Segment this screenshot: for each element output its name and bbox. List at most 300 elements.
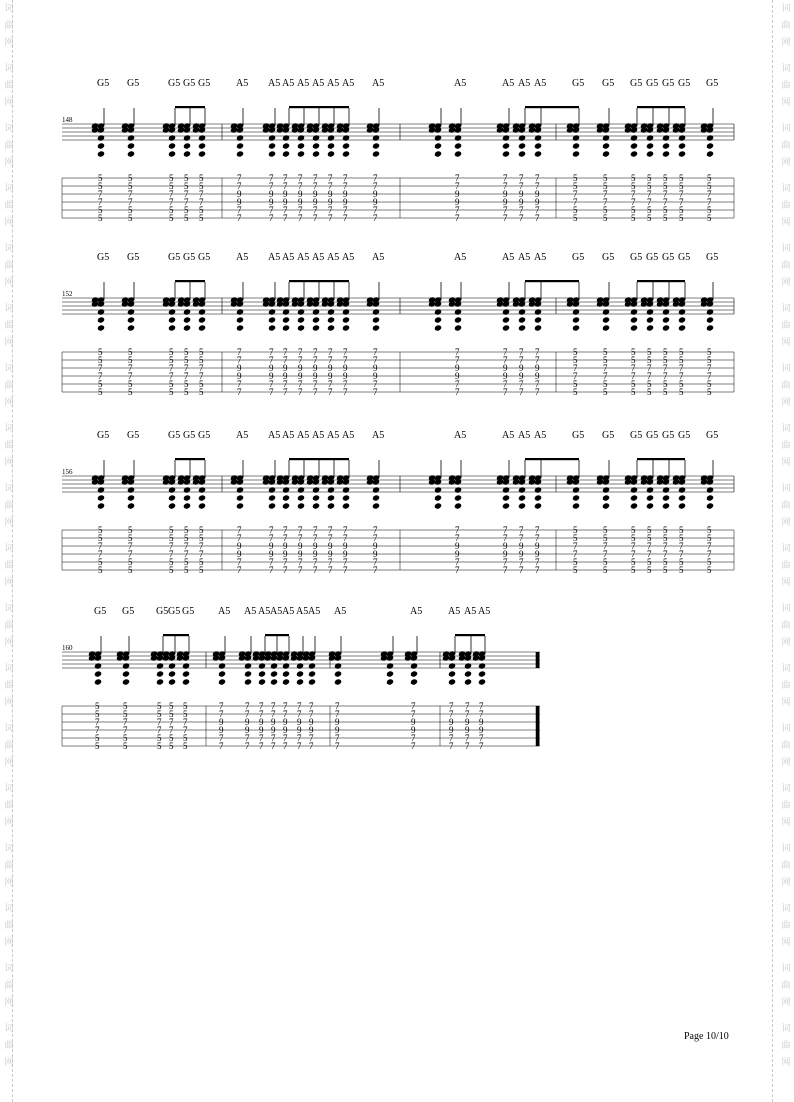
tab-fret-number: 5 [95,733,100,743]
tab-fret-number: 5 [663,565,668,575]
tab-fret-number: 9 [269,189,274,199]
tab-fret-number: 9 [328,197,333,207]
tab-fret-number: 5 [184,379,189,389]
tab-fret-number: 5 [631,213,636,223]
tab-fret-number: 7 [373,181,378,191]
note-head [630,316,638,323]
note-head [662,324,670,331]
tab-fret-number: 9 [297,717,302,727]
tab-fret-number: 5 [603,205,608,215]
tab-fret-number: 7 [535,181,540,191]
tab-fret-number: 9 [343,189,348,199]
chord-notes [366,460,380,510]
tab-fret-number: 7 [237,533,242,543]
chord-name: G5 [602,430,615,441]
tab-fret-number: 7 [663,363,668,373]
tab-fret-number: 9 [343,197,348,207]
tab-fret-number: 7 [411,741,416,751]
tab-fret-number: 9 [411,725,416,735]
tab-fret-number: 5 [707,557,712,567]
watermark-glyph: 曲 [781,141,791,151]
tab-fret-number: 7 [647,541,652,551]
tab-fret-number: 5 [184,355,189,365]
note-head [258,678,266,685]
tab-fret-number: 7 [343,213,348,223]
note-head [342,308,350,315]
chord-notes [336,282,350,332]
tab-fret-number: 7 [283,701,288,711]
note-head [312,324,320,331]
note-head [478,678,486,685]
tab-fret-number: 7 [297,733,302,743]
note-head [464,670,472,677]
note-head [706,502,714,509]
tab-fret-number: 9 [343,363,348,373]
tab-fret-number: 7 [328,213,333,223]
tab-fret-number: 7 [237,565,242,575]
note-head [282,502,290,509]
note-head [518,308,526,315]
tab-fret-number: 5 [573,347,578,357]
note-head [198,324,206,331]
note-head [410,662,418,669]
tab-fret-number: 7 [219,733,224,743]
watermark-glyph: 曲 [4,801,14,811]
tab-fret-number: 7 [237,557,242,567]
chord-name: G5 [97,252,110,263]
watermark-glyph: 网 [781,398,791,408]
chord-name: A5 [268,252,281,263]
watermark-glyph: 词 [4,964,14,974]
tab-fret-number: 7 [663,371,668,381]
tab-fret-number: 7 [503,181,508,191]
watermark-glyph: 网 [4,98,14,108]
watermark-glyph: 词 [4,544,14,554]
tab-fret-number: 7 [455,347,460,357]
tab-fret-number: 7 [283,557,288,567]
chord-name: G5 [127,78,140,89]
tab-fret-number: 7 [343,565,348,575]
tab-fret-number: 7 [455,379,460,389]
chord-notes [528,460,542,510]
tab-fret-number: 7 [128,541,133,551]
note-head [270,662,278,669]
note-head [297,502,305,509]
note-head [168,662,176,669]
tab-fret-number: 7 [95,717,100,727]
note-head [312,502,320,509]
tab-fret-number: 5 [679,525,684,535]
tab-fret-number: 7 [298,347,303,357]
note-head [236,494,244,501]
note-head [312,486,320,493]
tab-fret-number: 5 [679,205,684,215]
tab-fret-number: 7 [313,533,318,543]
watermark-glyph: 词 [4,1024,14,1034]
note-head [448,662,456,669]
watermark-glyph: 网 [4,938,14,948]
tab-fret-number: 7 [269,181,274,191]
tab-fret-number: 5 [647,525,652,535]
tab-fret-number: 7 [373,379,378,389]
watermark-glyph: 词 [781,784,791,794]
chord-name: G5 [97,430,110,441]
note-head [258,662,266,669]
note-head [327,486,335,493]
note-head [572,494,580,501]
watermark-glyph: 曲 [4,1041,14,1051]
tab-fret-number: 5 [128,347,133,357]
tab-fret-number: 5 [603,557,608,567]
watermark-glyph: 曲 [781,1041,791,1051]
watermark-glyph: 词 [4,844,14,854]
tab-fret-number: 5 [647,387,652,397]
tab-fret-number: 7 [631,549,636,559]
note-head [168,308,176,315]
tab-fret-number: 5 [123,709,128,719]
tab-fret-number: 5 [603,181,608,191]
note-head [282,678,290,685]
chord-name: A5 [454,252,467,263]
note-head [464,678,472,685]
tab-fret-number: 9 [298,189,303,199]
watermark-glyph: 词 [781,184,791,194]
tab-fret-number: 7 [707,363,712,373]
note-head [97,502,105,509]
tab-fret-number: 7 [199,363,204,373]
note-head [127,494,135,501]
chord-notes [262,282,276,332]
tab-fret-number: 9 [237,549,242,559]
measure-number: 156 [62,468,73,476]
tab-fret-number: 7 [237,355,242,365]
watermark-glyph: 网 [781,98,791,108]
chord-name: G5 [678,78,691,89]
tab-fret-number: 7 [313,387,318,397]
chord-notes [162,460,176,510]
tab-fret-number: 7 [519,387,524,397]
tab-fret-number: 9 [298,371,303,381]
chord-notes [496,460,510,510]
note-head [282,324,290,331]
tab-fret-number: 7 [313,565,318,575]
tab-fret-number: 5 [184,173,189,183]
chord-name: A5 [464,606,477,617]
chord-name: G5 [198,252,211,263]
chord-notes [116,636,130,686]
tab-fret-number: 7 [573,363,578,373]
tab-fret-number: 7 [519,557,524,567]
tab-fret-number: 7 [503,173,508,183]
chord-name: G5 [168,78,181,89]
watermark-glyph: 网 [4,578,14,588]
watermark-glyph: 曲 [781,561,791,571]
tab-fret-number: 7 [503,565,508,575]
chord-notes [88,636,102,686]
chord-name: A5 [518,252,531,263]
note-head [518,502,526,509]
tab-fret-number: 9 [283,549,288,559]
tab-fret-number: 9 [519,363,524,373]
watermark-glyph: 网 [4,698,14,708]
final-barline [536,706,540,746]
tab-fret-number: 5 [573,557,578,567]
tab-fret-number: 7 [328,355,333,365]
tab-fret-number: 9 [535,197,540,207]
tab-fret-number: 7 [503,533,508,543]
chord-name: A5 [282,606,295,617]
tab-fret-number: 5 [128,525,133,535]
tab-fret-number: 5 [128,181,133,191]
tab-fret-number: 5 [128,565,133,575]
note-head [434,502,442,509]
chord-name: G5 [168,430,181,441]
tab-fret-number: 7 [183,717,188,727]
tab-fret-number: 5 [157,741,162,751]
watermark-glyph: 词 [781,904,791,914]
tab-fret-number: 5 [128,387,133,397]
chord-name: G5 [706,252,719,263]
tab-fret-number: 9 [503,541,508,551]
chord-notes [448,282,462,332]
watermark-glyph: 网 [4,38,14,48]
tab-fret-number: 9 [309,717,314,727]
watermark-glyph: 曲 [4,621,14,631]
chord-notes [230,282,244,332]
note-head [646,324,654,331]
beam [637,280,685,282]
note-head [646,486,654,493]
tab-fret-number: 7 [271,741,276,751]
tab-fret-number: 9 [328,189,333,199]
tab-fret-number: 5 [199,565,204,575]
tab-fret-number: 7 [283,347,288,357]
tab-fret-number: 7 [535,355,540,365]
tab-fret-number: 5 [128,355,133,365]
tab-fret-number: 7 [603,197,608,207]
tab-fret-number: 7 [663,197,668,207]
tab-fret-number: 5 [679,565,684,575]
note-head [168,316,176,323]
note-head [268,494,276,501]
chord-notes [230,460,244,510]
tab-fret-number: 9 [298,363,303,373]
note-head [534,308,542,315]
tab-fret-number: 7 [603,189,608,199]
chord-notes [162,282,176,332]
measure-number: 148 [62,116,73,124]
tab-fret-number: 5 [123,733,128,743]
tab-fret-number: 7 [298,355,303,365]
note-head [183,316,191,323]
measure-number: 152 [62,290,73,298]
watermark-glyph: 曲 [781,321,791,331]
tab-fret-number: 5 [184,181,189,191]
tab-fret-number: 5 [199,379,204,389]
tab-fret-number: 7 [283,205,288,215]
watermark-glyph: 曲 [781,501,791,511]
chord-name: A5 [448,606,461,617]
note-head [198,316,206,323]
watermark-glyph: 网 [781,218,791,228]
tab-fret-number: 7 [128,197,133,207]
tab-fret-number: 5 [631,181,636,191]
tab-fret-number: 7 [465,701,470,711]
chord-notes [321,282,335,332]
tab-fret-number: 7 [328,387,333,397]
tab-fret-number: 7 [313,205,318,215]
tab-fret-number: 9 [237,363,242,373]
chord-notes [302,636,316,686]
watermark-glyph: 词 [781,4,791,14]
watermark-glyph: 网 [4,278,14,288]
note-head [502,486,510,493]
tab-fret-number: 7 [219,741,224,751]
note-head [268,308,276,315]
chord-notes [177,460,191,510]
tab-fret-number: 7 [237,205,242,215]
tab-fret-number: 7 [169,549,174,559]
tab-fret-number: 7 [283,565,288,575]
tab-fret-number: 9 [237,541,242,551]
tab-fret-number: 5 [98,347,103,357]
watermark-glyph: 网 [781,758,791,768]
chord-notes [404,636,418,686]
note-head [183,308,191,315]
tab-fret-number: 5 [679,355,684,365]
watermark-glyph: 词 [4,664,14,674]
tab-fret-number: 9 [313,549,318,559]
chord-notes [596,460,610,510]
beam [525,458,579,460]
note-head [454,324,462,331]
tab-fret-number: 7 [128,363,133,373]
chord-name: G5 [168,606,181,617]
tab-fret-number: 7 [298,379,303,389]
note-head [183,324,191,331]
tab-fret-number: 7 [184,197,189,207]
chord-name: A5 [502,252,515,263]
tab-fret-number: 5 [663,355,668,365]
tab-fret-number: 9 [449,717,454,727]
tab-fret-number: 5 [603,379,608,389]
tab-fret-number: 5 [573,565,578,575]
tab-fret-number: 5 [199,347,204,357]
tab-fret-number: 7 [313,557,318,567]
note-head [183,494,191,501]
tab-fret-number: 7 [679,197,684,207]
note-head [518,316,526,323]
tab-fret-number: 7 [535,557,540,567]
note-head [127,486,135,493]
tab-fret-number: 9 [465,717,470,727]
tab-fret-number: 7 [519,525,524,535]
tab-fret-number: 7 [343,387,348,397]
tab-fret-number: 9 [309,725,314,735]
watermark-glyph: 曲 [4,681,14,691]
note-head [572,502,580,509]
note-head [454,486,462,493]
watermark-glyph: 曲 [781,201,791,211]
tab-fret-number: 7 [535,525,540,535]
note-head [244,670,252,677]
tab-fret-number: 5 [663,387,668,397]
tab-fret-number: 5 [169,525,174,535]
chord-name: A5 [218,606,231,617]
tab-fret-number: 5 [603,525,608,535]
watermark-glyph: 网 [4,638,14,648]
chord-notes [212,636,226,686]
note-head [268,486,276,493]
watermark-glyph: 词 [781,244,791,254]
tab-fret-number: 5 [184,205,189,215]
note-head [386,670,394,677]
tab-fret-number: 9 [335,717,340,727]
tab-fret-number: 7 [573,371,578,381]
chord-name: G5 [646,78,659,89]
tab-fret-number: 9 [535,371,540,381]
watermark-glyph: 词 [781,484,791,494]
chord-name: G5 [630,78,643,89]
tab-fret-number: 5 [573,355,578,365]
tab-fret-number: 5 [199,387,204,397]
chord-name: G5 [198,78,211,89]
tab-fret-number: 5 [707,565,712,575]
tab-fret-number: 5 [184,533,189,543]
tab-fret-number: 7 [647,197,652,207]
note-head [518,494,526,501]
tab-fret-number: 7 [479,741,484,751]
note-head [342,494,350,501]
note-head [372,316,380,323]
watermark-glyph: 网 [4,338,14,348]
tab-fret-number: 7 [184,363,189,373]
note-head [327,494,335,501]
watermark-glyph: 网 [781,878,791,888]
tab-fret-number: 7 [259,741,264,751]
tab-fret-number: 5 [128,173,133,183]
watermark-glyph: 词 [781,604,791,614]
tab-fret-number: 9 [328,541,333,551]
watermark-glyph: 网 [4,818,14,828]
note-head [122,678,130,685]
tab-fret-number: 9 [343,549,348,559]
watermark-glyph: 网 [781,38,791,48]
note-head [168,494,176,501]
chord-notes [700,282,714,332]
tab-fret-number: 5 [573,181,578,191]
tab-fret-number: 5 [573,387,578,397]
tab-fret-number: 5 [631,557,636,567]
tab-fret-number: 7 [98,197,103,207]
tab-fret-number: 5 [98,379,103,389]
note-head [706,316,714,323]
tab-fret-number: 7 [245,741,250,751]
chord-name: G5 [646,430,659,441]
chord-name: G5 [122,606,135,617]
note-head [168,678,176,685]
note-head [678,494,686,501]
tab-fret-number: 7 [465,709,470,719]
watermark-glyph: 词 [4,4,14,14]
tab-fret-number: 9 [298,197,303,207]
tab-fret-number: 7 [169,197,174,207]
tab-fret-number: 7 [259,701,264,711]
tab-fret-number: 7 [411,701,416,711]
tab-fret-number: 7 [183,725,188,735]
tab-fret-number: 5 [647,347,652,357]
beam [265,634,289,636]
